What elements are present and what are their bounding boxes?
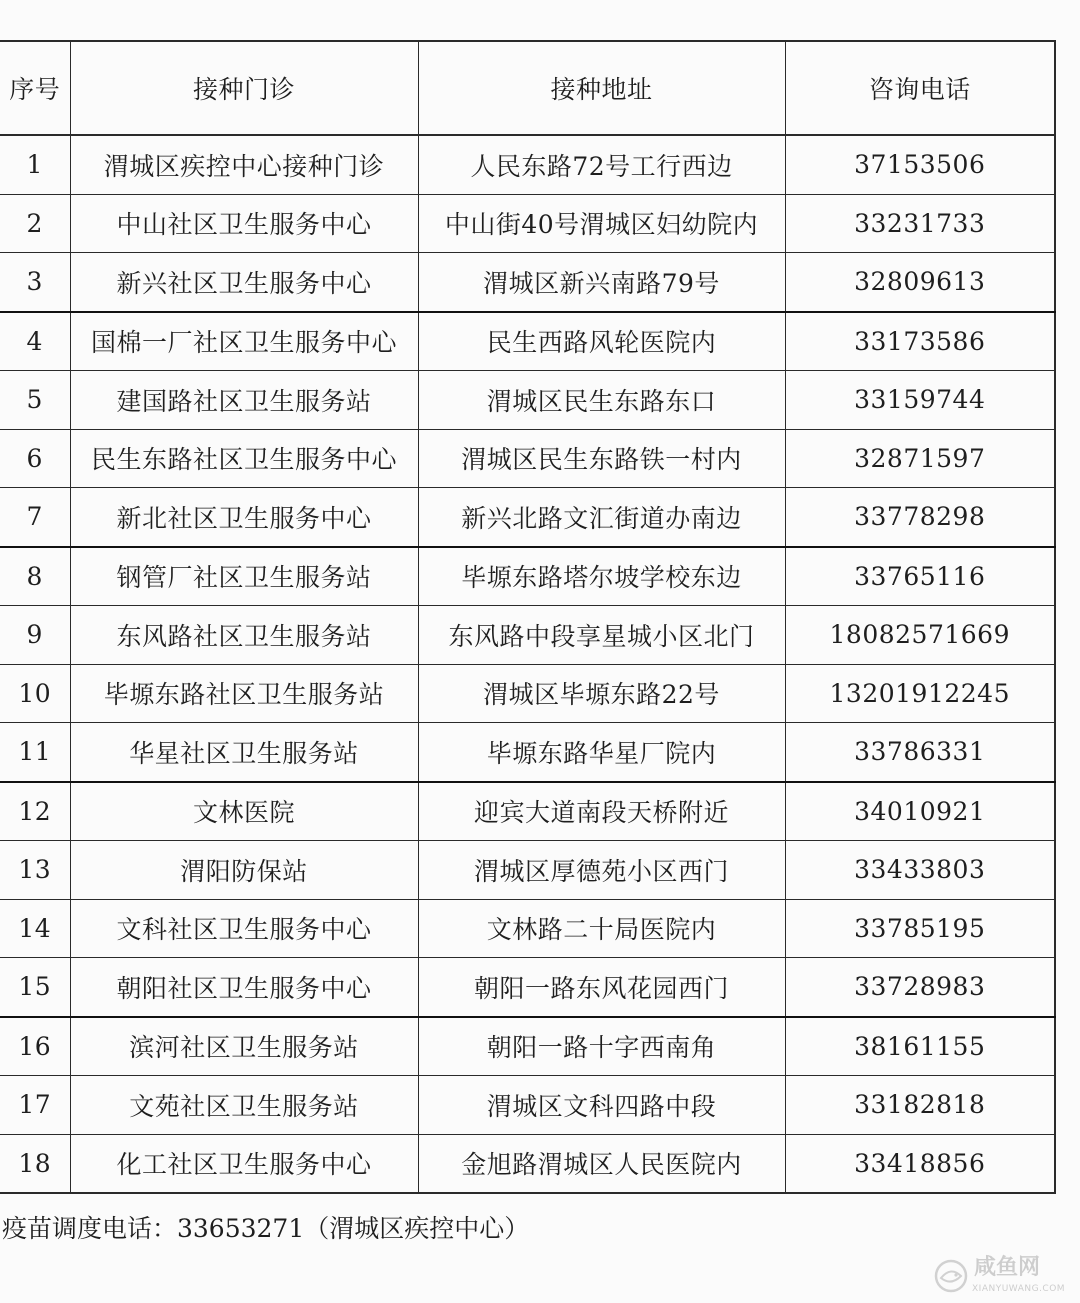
cell-phone: 33433803: [785, 841, 1055, 900]
cell-address: 渭城区民生东路铁一村内: [418, 429, 785, 488]
cell-address: 渭城区新兴南路79号: [418, 253, 785, 312]
cell-index: 1: [0, 135, 70, 194]
cell-index: 2: [0, 194, 70, 253]
cell-clinic-name: 文苑社区卫生服务站: [70, 1076, 418, 1135]
cell-clinic-name: 华星社区卫生服务站: [70, 723, 418, 782]
watermark-domain: XIANYUWANG.COM: [972, 1284, 1066, 1294]
cell-index: 11: [0, 723, 70, 782]
cell-clinic-name: 新兴社区卫生服务中心: [70, 253, 418, 312]
table-row: [0, 664, 1055, 723]
cell-clinic-name: 新北社区卫生服务中心: [70, 488, 418, 547]
cell-phone: 33786331: [785, 723, 1055, 782]
cell-phone: 13201912245: [785, 664, 1055, 723]
cell-address: 民生西路风轮医院内: [418, 312, 785, 371]
cell-clinic-name: 文科社区卫生服务中心: [70, 899, 418, 958]
cell-index: 18: [0, 1134, 70, 1193]
cell-clinic-name: 民生东路社区卫生服务中心: [70, 429, 418, 488]
header-index: 序号: [0, 41, 70, 135]
table-header: [0, 41, 1055, 135]
table-row: [0, 253, 1055, 312]
cell-phone: 18082571669: [785, 606, 1055, 665]
watermark: [932, 1253, 1078, 1301]
cell-clinic-name: 中山社区卫生服务中心: [70, 194, 418, 253]
cell-address: 渭城区民生东路东口: [418, 371, 785, 430]
table-row: [0, 312, 1055, 371]
cell-phone: 34010921: [785, 782, 1055, 841]
cell-phone: 32871597: [785, 429, 1055, 488]
cell-index: 16: [0, 1017, 70, 1076]
table-row: [0, 782, 1055, 841]
cell-address: 毕塬东路塔尔坡学校东边: [418, 547, 785, 606]
cell-address: 金旭路渭城区人民医院内: [418, 1134, 785, 1193]
table-row: [0, 606, 1055, 665]
cell-phone: 33765116: [785, 547, 1055, 606]
cell-address: 人民东路72号工行西边: [418, 135, 785, 194]
cell-clinic-name: 钢管厂社区卫生服务站: [70, 547, 418, 606]
table-row: [0, 547, 1055, 606]
cell-phone: 32809613: [785, 253, 1055, 312]
vaccination-clinic-table: [0, 40, 1056, 1194]
cell-index: 12: [0, 782, 70, 841]
cell-index: 4: [0, 312, 70, 371]
cell-index: 10: [0, 664, 70, 723]
cell-address: 渭城区文科四路中段: [418, 1076, 785, 1135]
cell-phone: 33231733: [785, 194, 1055, 253]
table-row: [0, 429, 1055, 488]
cell-address: 迎宾大道南段天桥附近: [418, 782, 785, 841]
cell-index: 17: [0, 1076, 70, 1135]
table-row: [0, 899, 1055, 958]
cell-phone: 33159744: [785, 371, 1055, 430]
cell-index: 13: [0, 841, 70, 900]
cell-clinic-name: 渭城区疾控中心接种门诊: [70, 135, 418, 194]
cell-index: 6: [0, 429, 70, 488]
cell-phone: 33778298: [785, 488, 1055, 547]
table-row: [0, 1017, 1055, 1076]
cell-address: 新兴北路文汇街道办南边: [418, 488, 785, 547]
watermark-name: 咸鱼网: [974, 1255, 1041, 1280]
fish-logo-icon: [932, 1257, 970, 1295]
cell-address: 渭城区毕塬东路22号: [418, 664, 785, 723]
cell-phone: 33418856: [785, 1134, 1055, 1193]
cell-phone: 33728983: [785, 958, 1055, 1017]
cell-phone: 38161155: [785, 1017, 1055, 1076]
table-row: [0, 135, 1055, 194]
header-clinic: 接种门诊: [70, 41, 418, 135]
cell-phone: 33785195: [785, 899, 1055, 958]
cell-index: 8: [0, 547, 70, 606]
cell-clinic-name: 东风路社区卫生服务站: [70, 606, 418, 665]
cell-index: 3: [0, 253, 70, 312]
cell-clinic-name: 国棉一厂社区卫生服务中心: [70, 312, 418, 371]
cell-phone: 33182818: [785, 1076, 1055, 1135]
cell-address: 东风路中段享星城小区北门: [418, 606, 785, 665]
table-row: [0, 488, 1055, 547]
table-row: [0, 841, 1055, 900]
table-row: [0, 194, 1055, 253]
cell-clinic-name: 化工社区卫生服务中心: [70, 1134, 418, 1193]
cell-address: 文林路二十局医院内: [418, 899, 785, 958]
cell-index: 5: [0, 371, 70, 430]
table-row: [0, 958, 1055, 1017]
cell-clinic-name: 滨河社区卫生服务站: [70, 1017, 418, 1076]
cell-clinic-name: 文林医院: [70, 782, 418, 841]
table-row: [0, 723, 1055, 782]
table-body: [0, 135, 1055, 1193]
header-row: [0, 41, 1055, 135]
cell-phone: 33173586: [785, 312, 1055, 371]
cell-clinic-name: 毕塬东路社区卫生服务站: [70, 664, 418, 723]
table-row: [0, 1134, 1055, 1193]
vaccine-dispatch-phone-note: 疫苗调度电话：33653271（渭城区疾控中心）: [2, 1214, 530, 1243]
cell-address: 毕塬东路华星厂院内: [418, 723, 785, 782]
cell-clinic-name: 渭阳防保站: [70, 841, 418, 900]
header-phone: 咨询电话: [785, 41, 1055, 135]
cell-address: 朝阳一路十字西南角: [418, 1017, 785, 1076]
cell-index: 15: [0, 958, 70, 1017]
cell-index: 7: [0, 488, 70, 547]
header-address: 接种地址: [418, 41, 785, 135]
table-row: [0, 1076, 1055, 1135]
cell-address: 中山街40号渭城区妇幼院内: [418, 194, 785, 253]
table-row: [0, 371, 1055, 430]
cell-phone: 37153506: [785, 135, 1055, 194]
cell-address: 渭城区厚德苑小区西门: [418, 841, 785, 900]
cell-index: 9: [0, 606, 70, 665]
cell-clinic-name: 建国路社区卫生服务站: [70, 371, 418, 430]
cell-clinic-name: 朝阳社区卫生服务中心: [70, 958, 418, 1017]
cell-address: 朝阳一路东风花园西门: [418, 958, 785, 1017]
cell-index: 14: [0, 899, 70, 958]
